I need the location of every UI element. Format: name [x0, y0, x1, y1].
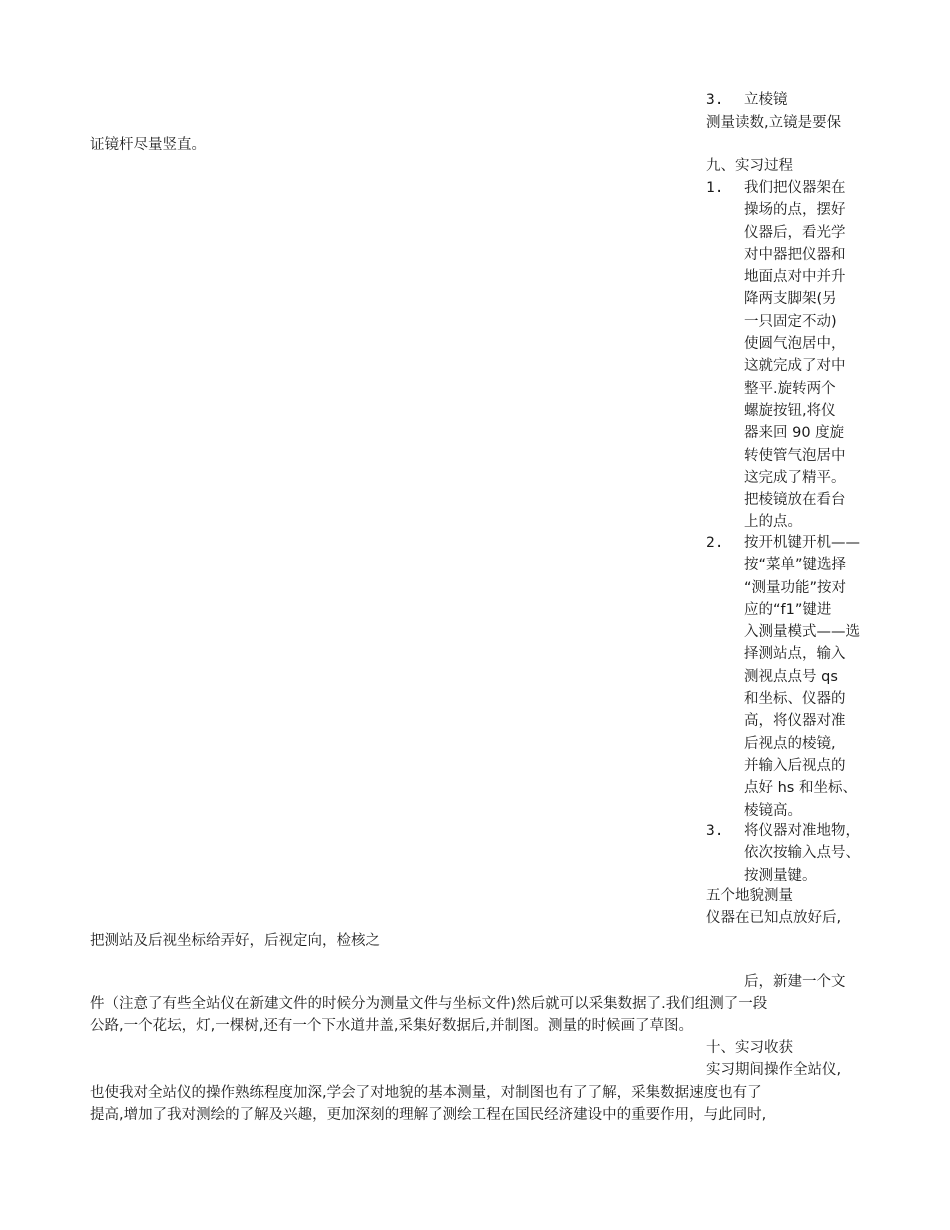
- list-number: 2.: [706, 535, 724, 551]
- item-title: 立棱镜: [744, 92, 788, 108]
- paragraph-line: 件（注意了有些全站仪在新建文件的时候分为测量文件与坐标文件)然后就可以采集数据了.我们组测了一段: [90, 996, 768, 1012]
- item-line: 择测站点，输入: [744, 646, 846, 663]
- paragraph-line: 证镜杆尽量竖直。: [90, 137, 206, 153]
- item-line: 把棱镜放在看台: [744, 492, 846, 509]
- list-item: [744, 532, 874, 822]
- item-line: 螺旋按钮,将仪: [744, 402, 836, 419]
- item-line: 器来回 90 度旋: [744, 425, 845, 442]
- item-number: 3.: [706, 92, 724, 108]
- item-line: 操场的点，摆好: [744, 202, 846, 219]
- item-line: 整平.旋转两个: [744, 380, 836, 397]
- item-line: 一只固定不动): [744, 313, 837, 330]
- item-line: “测量功能”按对: [744, 579, 847, 596]
- paragraph-line: 公路,一个花坛，灯,一棵树,还有一个下水道井盖,采集好数据后,并制图。测量的时候画了草图。: [90, 1018, 694, 1034]
- item-line: 依次按输入点号、: [744, 845, 860, 862]
- section-heading: 九、实习过程: [706, 158, 793, 174]
- item-line: 转使管气泡居中: [744, 447, 846, 464]
- item-line: 入测量模式——选: [744, 624, 860, 641]
- paragraph-line: 仪器在已知点放好后,: [706, 910, 842, 926]
- paragraph-line: 后，新建一个文: [744, 974, 846, 990]
- list-number: 1.: [706, 180, 724, 196]
- section-heading: 十、实习收获: [706, 1040, 793, 1056]
- item-line: 按测量键。: [744, 867, 817, 884]
- item-line: 将仪器对准地物，: [744, 823, 860, 839]
- list-item: [744, 177, 874, 534]
- item-line: 按“菜单”键选择: [744, 557, 847, 574]
- item-line: 测视点点号 qs: [744, 668, 838, 685]
- item-line: 点好 hs 和坐标、: [744, 780, 857, 797]
- item-line: 仪器后，看光学: [744, 224, 846, 241]
- item-line: 降两支脚架(另: [744, 291, 837, 308]
- item-line: 后视点的棱镜,: [744, 735, 836, 752]
- item-line: 并输入后视点的: [744, 757, 846, 774]
- paragraph-line: 也使我对全站仪的操作熟练程度加深,学会了对地貌的基本测量，对制图也有了了解，采集数据速度也有了: [90, 1085, 762, 1101]
- item-line: 对中器把仪器和: [744, 246, 846, 263]
- item-line: 和坐标、仪器的: [744, 691, 846, 708]
- item-line: 上的点。: [744, 514, 802, 531]
- section-heading: 五个地貌测量: [706, 888, 793, 904]
- paragraph-line: 提高,增加了我对测绘的了解及兴趣，更加深刻的理解了测绘工程在国民经济建设中的重要作用，与此同时,: [90, 1107, 767, 1123]
- item-line: 按开机键开机——: [744, 535, 860, 551]
- item-line: 使圆气泡居中，: [744, 336, 846, 353]
- item-line: 棱镜高。: [744, 802, 802, 819]
- list-number: 3.: [706, 823, 724, 839]
- item-line: 应的“f1”键进: [744, 601, 832, 618]
- paragraph-line: 实习期间操作全站仪,: [706, 1062, 842, 1078]
- paragraph-line: 把测站及后视坐标给弄好，后视定向，检核之: [90, 933, 380, 949]
- item-line: 这就完成了对中: [744, 358, 846, 375]
- paragraph-line: 测量读数,立镜是要保: [706, 115, 842, 131]
- item-line: 地面点对中并升: [744, 269, 846, 286]
- item-line: 我们把仪器架在: [744, 180, 846, 196]
- item-line: 高，将仪器对准: [744, 713, 846, 730]
- list-item: [744, 820, 874, 887]
- item-line: 这完成了精平。: [744, 469, 846, 486]
